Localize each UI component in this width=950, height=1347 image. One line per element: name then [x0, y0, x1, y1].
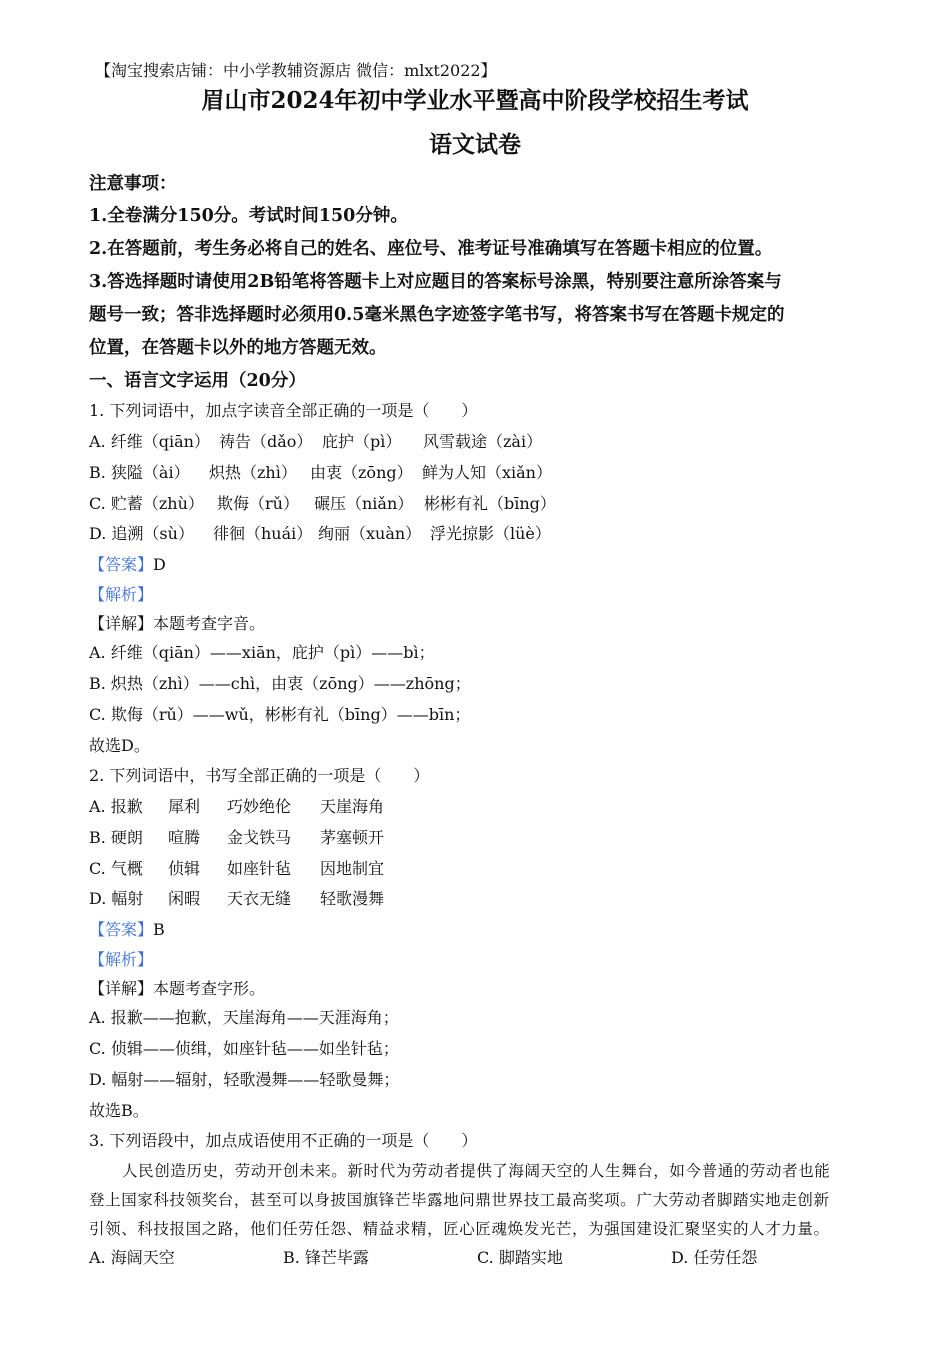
q3-option-c: C. 脚踏实地: [477, 1248, 563, 1267]
q2-option-a-word: 犀利: [168, 797, 201, 816]
q2-stem: 2. 下列词语中，书写全部正确的一项是（ ）: [89, 766, 430, 785]
q2-option-b-word: 茅塞顿开: [320, 828, 385, 847]
q1-option-a-word: 祷告（dǎo）: [219, 432, 313, 451]
q1-option-d-word: 徘徊（huái）: [213, 524, 313, 543]
q2-option-b-word: 金戈铁马: [227, 828, 292, 847]
notice-heading: 注意事项：: [89, 174, 177, 194]
q2-detail-line-3: C. 侦辑——侦缉，如座针毡——如坐针毡；: [89, 1039, 399, 1058]
q2-answer: [89, 917, 165, 940]
q1-answer: [89, 552, 166, 575]
q2-detail-line-1: 【详解】本题考查字形。: [89, 979, 266, 998]
q1-option-b-word: 鲜为人知（xiǎn）: [422, 463, 552, 482]
q1-option-b-word: 由衷（zōng）: [310, 463, 413, 482]
answer-value: D: [153, 555, 166, 574]
q3-option-a: A. 海阔天空: [89, 1248, 175, 1267]
q3-option-d: D. 任劳任怨: [671, 1248, 758, 1267]
ad-banner: 【淘宝搜索店铺：中小学教辅资源店 微信：mlxt2022】: [95, 61, 497, 80]
q2-detail-line-4: D. 幅射——辐射，轻歌漫舞——轻歌曼舞；: [89, 1070, 400, 1089]
notice-item-3-line-1: 3.答选择题时请使用2B铅笔将答题卡上对应题目的答案标号涂黑，特别要注意所涂答案与: [89, 272, 782, 292]
q1-option-a-word: 庇护（pì）: [322, 432, 402, 451]
q3-stem: 3. 下列语段中，加点成语使用不正确的一项是（ ）: [89, 1131, 478, 1150]
q1-option-c-word: 欺侮（rǔ）: [217, 494, 299, 513]
q2-option-c-word: 如座针毡: [227, 859, 292, 878]
notice-item-3-line-3: 位置，在答题卡以外的地方答题无效。: [89, 338, 387, 358]
q1-option-c-word: 彬彬有礼（bīng）: [424, 494, 556, 513]
q2-option-b-word: 喧腾: [168, 828, 201, 847]
q3-passage-line-3: 引领、科技报国之路，他们任劳任怨、精益求精，匠心匠魂焕发光芒，为强国建设汇聚坚实的人才力量。: [89, 1220, 830, 1238]
q2-option-a-word: 巧妙绝伦: [227, 797, 292, 816]
exam-subtitle: 语文试卷: [429, 131, 521, 158]
q2-analysis-tag: 【解析】: [89, 950, 154, 969]
q2-option-a-word: A. 报歉: [89, 797, 143, 816]
q1-stem: 1. 下列词语中，加点字读音全部正确的一项是（ ）: [89, 401, 478, 420]
q1-detail-line-5: 故选D。: [89, 736, 150, 755]
q1-option-d-word: D. 追溯（sù）: [89, 524, 194, 543]
answer-tag: 【答案】: [89, 555, 154, 574]
q2-option-a: [89, 794, 384, 817]
notice-item-2: 2.在答题前，考生务必将自己的姓名、座位号、准考证号准确填写在答题卡相应的位置。: [89, 239, 773, 259]
exam-title: 眉山市2024年初中学业水平暨高中阶段学校招生考试: [201, 87, 749, 114]
q2-option-b: [89, 825, 384, 848]
answer-value: B: [153, 920, 165, 939]
q2-option-d-word: D. 幅射: [89, 889, 144, 908]
q1-option-d: [89, 521, 551, 544]
section-heading: 一、语言文字运用（20分）: [89, 371, 306, 391]
q2-option-a-word: 天崖海角: [320, 797, 385, 816]
q3-passage-line-2: 登上国家科技领奖台，甚至可以身披国旗锋芒毕露地问鼎世界技工最高奖项。广大劳动者脚踏实地走创新: [89, 1191, 830, 1209]
q2-option-b-word: B. 硬朗: [89, 828, 143, 847]
q2-option-d-word: 闲暇: [168, 889, 201, 908]
q1-detail-line-1: 【详解】本题考查字音。: [89, 614, 266, 633]
q1-analysis-tag: 【解析】: [89, 585, 154, 604]
notice-item-1: 1.全卷满分150分。考试时间150分钟。: [89, 206, 408, 226]
q2-option-d: [89, 886, 384, 909]
q1-option-a: [89, 429, 542, 452]
q2-detail-line-2: A. 报歉——抱歉，天崖海角——天涯海角；: [89, 1008, 399, 1027]
q1-option-d-word: 绚丽（xuàn）: [318, 524, 422, 543]
q2-option-d-word: 天衣无缝: [227, 889, 292, 908]
answer-tag: 【答案】: [89, 920, 154, 939]
q1-option-c: [89, 491, 556, 514]
q1-option-b: [89, 460, 552, 483]
q1-option-b-word: B. 狭隘（ài）: [89, 463, 190, 482]
q2-option-c: [89, 856, 384, 879]
q2-option-c-word: 侦辑: [168, 859, 201, 878]
q1-option-d-word: 浮光掠影（lüè）: [430, 524, 551, 543]
q2-option-c-word: 因地制宜: [320, 859, 385, 878]
q1-option-a-word: 风雪载途（zài）: [423, 432, 543, 451]
q2-detail-line-5: 故选B。: [89, 1101, 149, 1120]
q1-option-c-word: C. 贮蓄（zhù）: [89, 494, 204, 513]
q1-detail-line-2: A. 纤维（qiān）——xiān，庇护（pì）——bì；: [89, 643, 435, 662]
q2-option-d-word: 轻歌漫舞: [320, 889, 385, 908]
q1-option-c-word: 碾压（niǎn）: [314, 494, 414, 513]
q1-option-b-word: 炽热（zhì）: [209, 463, 297, 482]
q3-passage-line-1: 人民创造历史，劳动开创未来。新时代为劳动者提供了海阔天空的人生舞台，如今普通的劳动者也能: [122, 1162, 831, 1180]
q3-option-b: B. 锋芒毕露: [283, 1248, 369, 1267]
q2-option-c-word: C. 气概: [89, 859, 143, 878]
q3-options: [89, 1245, 757, 1268]
q1-option-a-word: A. 纤维（qiān）: [89, 432, 210, 451]
q1-detail-line-3: B. 炽热（zhì）——chì，由衷（zōng）——zhōng；: [89, 674, 471, 693]
q1-detail-line-4: C. 欺侮（rǔ）——wǔ，彬彬有礼（bīng）——bīn；: [89, 705, 471, 724]
notice-item-3-line-2: 题号一致；答非选择题时必须用0.5毫米黑色字迹签字笔书写，将答案书写在答题卡规定的: [89, 305, 785, 325]
